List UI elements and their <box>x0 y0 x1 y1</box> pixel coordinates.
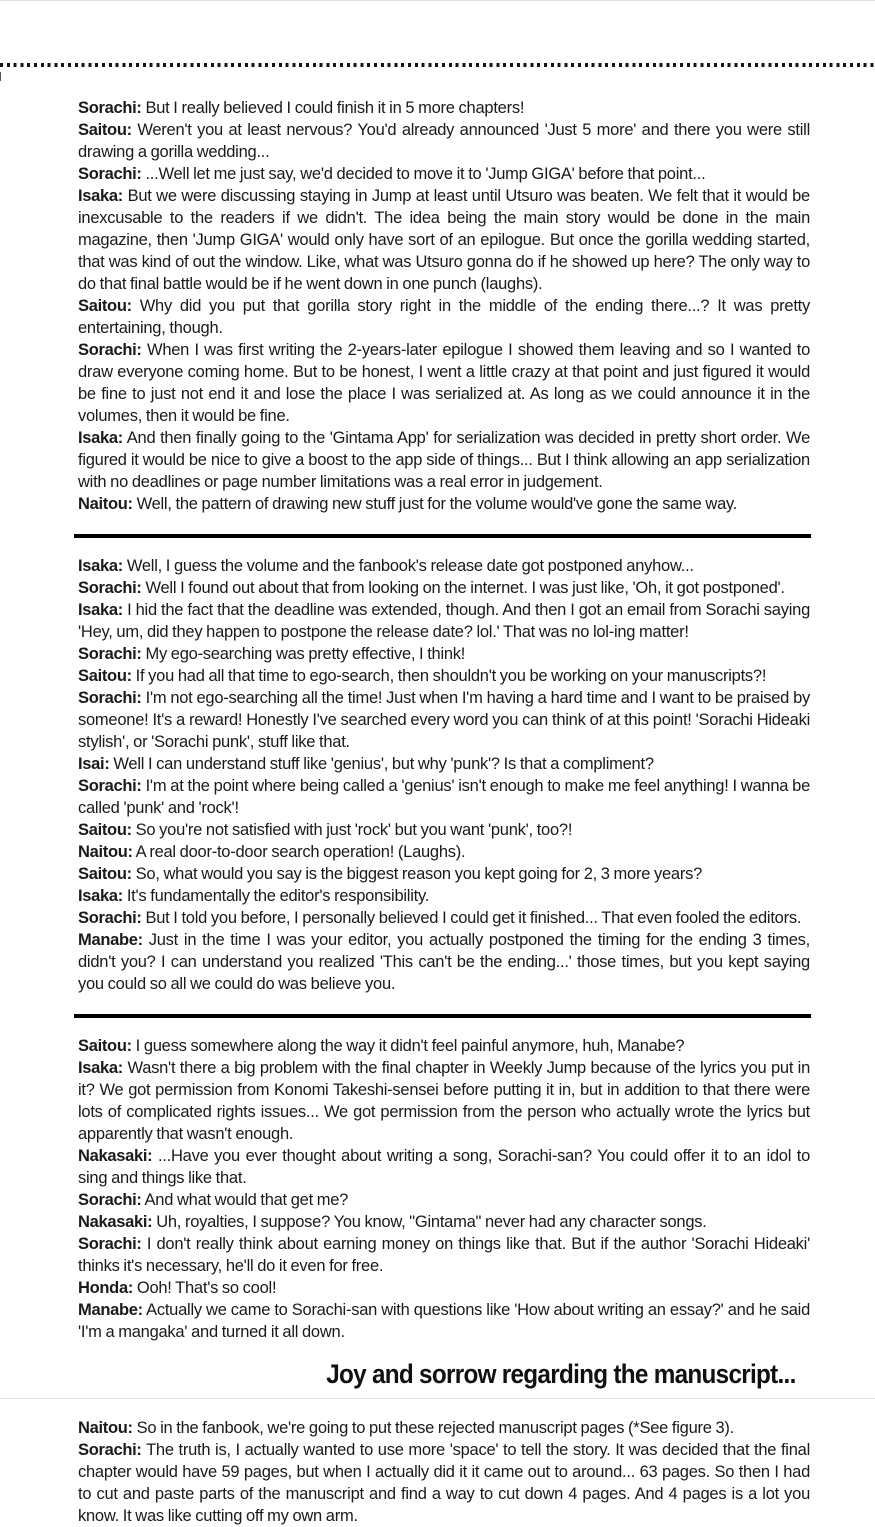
dialogue-turn: Nakasaki: Uh, royalties, I suppose? You know, "Gintama" never had any character songs. <box>78 1213 707 1231</box>
speaker-name: Naitou: <box>78 843 133 861</box>
dialogue-turn: Saitou: So you're not satisfied with just 'rock' but you want 'punk', too?! <box>78 821 573 839</box>
left-edge-tick <box>0 72 1 81</box>
speaker-name: Isaka: <box>78 429 123 447</box>
dialogue-turn: Sorachi: ...Well let me just say, we'd decided to move it to 'Jump GIGA' before that point... <box>78 165 706 183</box>
dialogue-turn: Sorachi: Well I found out about that from looking on the internet. I was just like, 'Oh, it got postponed'. <box>78 579 785 597</box>
speaker-name: Manabe: <box>78 931 143 949</box>
interview-section-4 <box>78 1417 810 1527</box>
speaker-name: Manabe: <box>78 1301 143 1319</box>
dialogue-turn: Naitou: So in the fanbook, we're going to put these rejected manuscript pages (*See figure 3). <box>78 1419 735 1437</box>
speaker-name: Sorachi: <box>78 909 142 927</box>
speaker-name: Sorachi: <box>78 645 142 663</box>
dialogue-turn: Manabe: Actually we came to Sorachi-san with questions like 'How about writing an essay?' and he said 'I'm a mangaka' and turned it all down. <box>78 1301 810 1341</box>
dialogue-turn: Sorachi: The truth is, I actually wanted to use more 'space' to tell the story. It was decided that the final chapter would have 59 pages, but when I actually did it it came out to around... 63 pages. So then I had to cut and paste parts of the manuscript and find a way to cut down 4 pages. And 4 pages is a lot you know. It was like cutting off my own arm. <box>78 1441 810 1525</box>
dialogue-turn: Sorachi: And what would that get me? <box>78 1191 349 1209</box>
interview-section-2 <box>78 555 810 995</box>
interview-section-1 <box>78 97 810 515</box>
dialogue-turn: Saitou: So, what would you say is the biggest reason you kept going for 2, 3 more years? <box>78 865 703 883</box>
speaker-name: Isaka: <box>78 557 123 575</box>
dialogue-turn: Nakasaki: ...Have you ever thought about writing a song, Sorachi-san? You could offer it to an idol to sing and things like that. <box>78 1147 810 1187</box>
dialogue-turn: Naitou: Well, the pattern of drawing new stuff just for the volume would've gone the same way. <box>78 495 738 513</box>
dialogue-turn: Honda: Ooh! That's so cool! <box>78 1279 277 1297</box>
speaker-name: Nakasaki: <box>78 1147 153 1165</box>
speaker-name: Isaka: <box>78 187 123 205</box>
speaker-name: Saitou: <box>78 821 132 839</box>
speaker-name: Saitou: <box>78 667 132 685</box>
dialogue-turn: Manabe: Just in the time I was your editor, you actually postponed the timing for the ending 3 times, didn't you? I can understand you realized 'This can't be the ending...' those times, but you kept saying you could so all we could do was believe you. <box>78 931 810 993</box>
interview-content <box>78 97 810 1527</box>
dialogue-turn: Isaka: But we were discussing staying in Jump at least until Utsuro was beaten. We felt that it would be inexcusable to the readers if we didn't. The idea being the main story would be done in the main magazine, then 'Jump GIGA' would only have sort of an epilogue. But once the gorilla wedding started, that was kind of out the window. Like, what was Utsuro gonna do if he showed up here? The only way to do that final battle would be if he went down in one punch (laughs). <box>78 187 810 293</box>
speaker-name: Honda: <box>78 1279 134 1297</box>
interview-section-3 <box>78 1035 810 1343</box>
speaker-name: Sorachi: <box>78 99 142 117</box>
dialogue-turn: Saitou: Weren't you at least nervous? You'd already announced 'Just 5 more' and there you were still drawing a gorilla wedding... <box>78 121 810 161</box>
dialogue-turn: Isaka: I hid the fact that the deadline was extended, though. And then I got an email from Sorachi saying 'Hey, um, did they happen to postpone the release date? lol.' That was no lol-ing matter! <box>78 601 810 641</box>
page-top-edge <box>0 0 875 1</box>
speaker-name: Isai: <box>78 755 110 773</box>
dialogue-turn: Isaka: Wasn't there a big problem with the final chapter in Weekly Jump because of the lyrics you put in it? We got permission from Konomi Takeshi-sensei before putting it in, but in addition to that there were lots of complicated rights issues... We got permission from the person who actually wrote the lyrics but apparently that wasn't enough. <box>78 1059 810 1143</box>
speaker-name: Sorachi: <box>78 1235 142 1253</box>
speaker-name: Sorachi: <box>78 1191 142 1209</box>
dialogue-turn: Isaka: And then finally going to the 'Gintama App' for serialization was decided in pretty short order. We figured it would be nice to give a boost to the app side of things... But I think allowing an app serialization with no deadlines or page number limitations was a real error in judgement. <box>78 429 810 491</box>
speaker-name: Isaka: <box>78 601 123 619</box>
speaker-name: Naitou: <box>78 495 133 513</box>
dialogue-turn: Saitou: Why did you put that gorilla story right in the middle of the ending there...? It was pretty entertaining, though. <box>78 297 810 337</box>
page-bottom-edge <box>0 1398 875 1399</box>
speaker-name: Saitou: <box>78 1037 132 1055</box>
dialogue-turn: Isaka: Well, I guess the volume and the fanbook's release date got postponed anyhow... <box>78 557 694 575</box>
speaker-name: Isaka: <box>78 887 123 905</box>
speaker-name: Saitou: <box>78 297 132 315</box>
section-divider <box>74 1014 811 1018</box>
section-heading: Joy and sorrow regarding the manuscript... <box>326 1359 796 1389</box>
speaker-name: Sorachi: <box>78 341 142 359</box>
speaker-name: Isaka: <box>78 1059 123 1077</box>
dialogue-turn: Sorachi: But I really believed I could finish it in 5 more chapters! <box>78 99 525 117</box>
speaker-name: Saitou: <box>78 121 132 139</box>
dialogue-turn: Sorachi: When I was first writing the 2-years-later epilogue I showed them leaving and so I wanted to draw everyone coming home. But to be honest, I went a little crazy at that point and just figured it would be fine to just not end it and lose the place I was serialized at. As long as we could announce it in the volumes, then it would be fine. <box>78 341 810 425</box>
dialogue-turn: Naitou: A real door-to-door search operation! (Laughs). <box>78 843 466 861</box>
dialogue-turn: Isai: Well I can understand stuff like 'genius', but why 'punk'? Is that a compliment? <box>78 755 654 773</box>
dialogue-turn: Sorachi: I don't really think about earning money on things like that. But if the author 'Sorachi Hideaki' thinks it's necessary, he'll do it even for free. <box>78 1235 810 1275</box>
speaker-name: Saitou: <box>78 865 132 883</box>
speaker-name: Sorachi: <box>78 165 142 183</box>
dialogue-turn: Sorachi: I'm not ego-searching all the time! Just when I'm having a hard time and I want to be praised by someone! It's a reward! Honestly I've searched every word you can think of at this point! 'Sorachi Hideaki stylish', or 'Sorachi punk', stuff like that. <box>78 689 810 751</box>
section-divider <box>74 534 811 538</box>
speaker-name: Sorachi: <box>78 579 142 597</box>
dialogue-turn: Isaka: It's fundamentally the editor's responsibility. <box>78 887 430 905</box>
dialogue-turn: Saitou: I guess somewhere along the way it didn't feel painful anymore, huh, Manabe? <box>78 1037 685 1055</box>
speaker-name: Naitou: <box>78 1419 133 1437</box>
dialogue-turn: Sorachi: I'm at the point where being called a 'genius' isn't enough to make me feel anything! I wanna be called 'punk' and 'rock'! <box>78 777 810 817</box>
dialogue-turn: Saitou: If you had all that time to ego-search, then shouldn't you be working on your manuscripts?! <box>78 667 767 685</box>
speaker-name: Sorachi: <box>78 1441 142 1459</box>
speaker-name: Nakasaki: <box>78 1213 153 1231</box>
speaker-name: Sorachi: <box>78 777 142 795</box>
dialogue-turn: Sorachi: But I told you before, I personally believed I could get it finished... That even fooled the editors. <box>78 909 802 927</box>
dialogue-turn: Sorachi: My ego-searching was pretty effective, I think! <box>78 645 466 663</box>
speaker-name: Sorachi: <box>78 689 142 707</box>
dotted-rule <box>0 63 875 67</box>
